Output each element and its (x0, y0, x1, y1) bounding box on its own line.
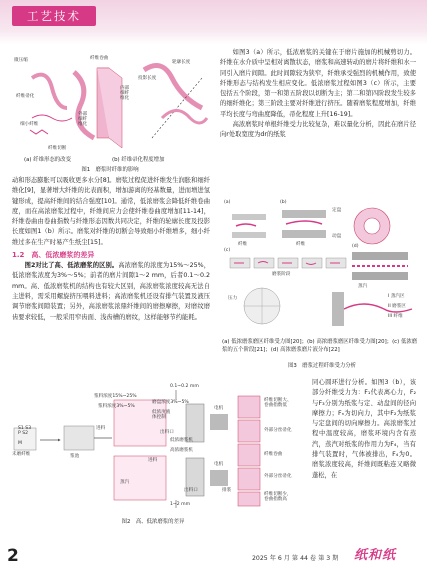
page-number: 2 (7, 546, 19, 566)
fig3-label-steam: 蒸汽 (358, 284, 368, 289)
left-paragraph-2 (12, 261, 210, 323)
label-projection: 投影长度 (138, 76, 157, 81)
fig2-pulp-pool: 浆池 (70, 454, 80, 459)
right-paragraph-3: 同心圆环进行分析。如图3（b），该部分纤维受力为：F₁代表离心力，F₂与F₃分别为纸浆与定、动盘间的径向摩擦力；Fₙ为切向力，其中F₂为纸浆与定盘间的切向摩擦力。高浓磨浆过程中温度较高，磨浆环境内含有蒸汽，蒸汽对纸浆的作用力为F₄，当有排气装置时，气体被排出，F₄为0。磨浆浓度较高，纤维间既粘连又略微蓬松，在 (312, 379, 416, 479)
fig2-high-refiner: 高浓磨浆机 (170, 448, 193, 453)
fig2-r4: 外部分丝帚化 (264, 474, 292, 479)
fig2-feed-in: 进料 (96, 426, 106, 431)
label-fibrillate: 纤维帚化 (16, 94, 35, 99)
fig2-feed-in2: 进料 (148, 458, 158, 463)
figure-1-subcaption-a: (a) 纤维形态的改变 (24, 157, 71, 163)
figure-2-caption: 图2 高、低浓磨浆的差异 (121, 519, 185, 525)
section-tag: 工艺技术 (12, 6, 96, 26)
figure-1 (12, 48, 212, 158)
left-paragraph-1: 动和形态膨胀可以吸收更多水分[8]。磨浆过程促进纤维发生润胀和细纤维化[9]，显著增大纤维的比表面积，增加游离的羟基数量，进而增进氢键形成，提高纤维间的结合强度[10]。通常，低浓磨浆会降低纤维卷曲度，而在高浓磨浆过程中，纤维间应力会使纤维卷曲度增加[11-14]，纤维卷曲由卷曲指数与纤维形态因数共同决定，纤维的轮廓长度及投影长度如图1（b）所示。磨浆对纤维的切断会导致细小纤维增多，细小纤维过多在生产时易产生纸尘[15]。 (12, 177, 210, 246)
fig3-label-rotor: 动盘 (332, 234, 342, 239)
left-column (12, 176, 210, 323)
label-broom: 纤维卷曲 (90, 56, 109, 61)
label-fines: 细小纤维 (20, 122, 39, 127)
figure-3-caption: 图3 磨浆过程纤维受力分析 (287, 363, 357, 369)
figure-1-subcaption-b: (b) 纤维帚化程度增加 (112, 157, 165, 163)
fig3-label-stage: 磨浆阶段 (272, 272, 291, 277)
label-outer-fib: 外部 细纤 维化 (78, 112, 88, 127)
fig3-label-pressure: 压力 (228, 296, 238, 301)
issue-info: 2025 年 6 月 第 44 卷 第 3 期 (252, 555, 339, 562)
label-cut: 纤维切断 (48, 146, 67, 151)
fig2-low-refiner: 低浓磨浆机 (170, 438, 193, 443)
fig3-label-zone2: II 磨浆区 (388, 304, 406, 309)
fig3-label-a: (a) (224, 200, 231, 205)
fig2-r5: 纤维切断少， 卷曲指数高 (264, 492, 292, 502)
fig2-outlet-low: 出料口 (160, 430, 174, 435)
fig2-s-parts: S1 S3 P S2 M (18, 426, 32, 446)
section-heading-1-2: 1.2 高、低浓磨浆的差异 (12, 251, 95, 260)
fig2-r3: 纤维卷曲 (264, 452, 283, 457)
figure-3 (222, 196, 418, 336)
fig2-gap-high: 1~2 mm (170, 502, 191, 507)
fig3-label-b: (b) (280, 200, 287, 205)
fig2-refiner-low: 磨盘浓度3%~5% (152, 400, 189, 405)
fig2-unrefined: 未磨纤维 (12, 452, 31, 457)
fig3-label-stator: 定盘 (332, 208, 342, 213)
right-paragraph-1: 如图3（a）所示，低浓磨浆的关键在于磨片施加的机械剪切力。纤维在水介质中呈相对离散状态，磨浆和高速转动的磨片将纤维和水一同引入磨片间隙。此时间隙较为狭窄，纤维承受强烈的机械作用，致使纤维形态与结构发生相应变化。低浓磨浆过程如图3（c）所示，主要包括五个阶段，第一和第五阶段以切断为主；第二和第四阶段发生较多的细纤维化；第三阶段主要对纤维进行挤压。随着磨浆程度增加，纤维平均长度与弯曲度降低，帚化程度上升[16-19]。 (220, 49, 416, 118)
left-paragraph-2-lead: 图2对比了高、低浓磨浆的区别。 (24, 262, 119, 270)
label-contour: 轮廓长度 (172, 60, 191, 65)
fig2-r2: 外部分丝帚化 (264, 428, 292, 433)
fig2-motor-top: 电机 (214, 406, 224, 411)
figure-2 (10, 384, 310, 510)
fig2-motor-bottom: 电机 (214, 462, 224, 467)
figure-3-subcaption: (a) 低浓磨浆磨区纤维受力图[20]；(b) 高浓磨浆磨区纤维受力图[20]；(c) 低浓磨浆的五个阶段[21]；(d) 高浓磨浆磨片液分布[22] (222, 339, 418, 353)
fig2-feed-low: 浆料浓度3%~5% (98, 404, 135, 409)
fig2-outlet-high: 出料口 (184, 488, 198, 493)
label-crush: 微压缩 (14, 58, 28, 63)
fig2-discharge: 排浆 (222, 488, 232, 493)
fig3-label-d: (d) (352, 244, 359, 249)
fig2-refiner-gap: 低浓度液 体控制 (152, 410, 171, 420)
figure-1-caption: 图1 磨浆时纤维的影响 (81, 167, 139, 173)
fig2-gap-low: 0.1~0.2 mm (170, 384, 199, 389)
fig3-label-zone3: III 纤维 (388, 314, 403, 319)
fig2-steam: 蒸汽 (120, 480, 130, 485)
right-paragraph-2: 高浓磨浆时单根纤维受力比较复杂，难以量化分析，因此在磨片径向r处取宽度为dr的纸浆 (220, 121, 416, 139)
fig2-r1: 纤维切断大、 卷曲指数低 (264, 398, 292, 408)
fig3-label-fiber-a: 纤维 (238, 242, 248, 247)
right-column-bottom (312, 378, 416, 481)
journal-logo: 纸和纸 (354, 548, 397, 563)
fig3-label-zone1: I 蒸汽区 (388, 294, 405, 299)
fig3-label-c: (c) (224, 248, 231, 253)
fig3-label-fiber-b: 纤维 (296, 242, 306, 247)
label-inner-fib: 内部 细纤 维化 (120, 86, 130, 101)
left-paragraph-2-body: 高浓磨浆的浓度为15%～25%，低浓磨浆浓度为3%～5%；前者的磨片间隙1～2 mm，后者0.1～0.2 mm。高、低浓磨浆机的结构也有较大区别，高浓磨浆浓度较高无法自主进料，需采用螺旋挤压喂料进料；高浓磨浆机还设有排气装置及液压调节磨浆间隙装置；另外，高浓磨浆浓鼎纤维间的磨擦摩擦，对磨纹磨齿要求较低，一般采用窄齿面、浅齿槽的磨纹，这样能够节约能耗。 (12, 262, 210, 321)
right-column-top (220, 48, 416, 141)
fig2-feed-high: 浆料浓度15%~25% (94, 394, 137, 399)
